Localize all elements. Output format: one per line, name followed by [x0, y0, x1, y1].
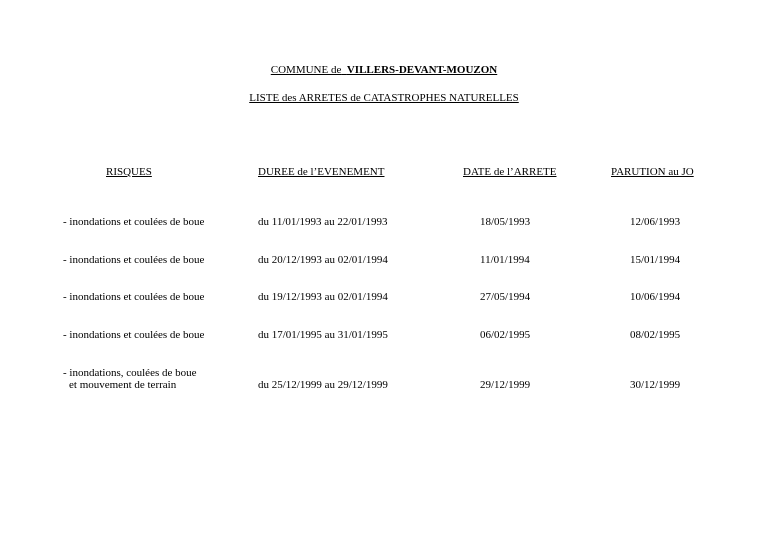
table-row-3-parution-jo: 10/06/1994: [630, 291, 681, 303]
table-row-1-duree: du 11/01/1993 au 22/01/1993: [258, 216, 388, 228]
column-header-risques: RISQUES: [106, 166, 152, 178]
commune-prefix: COMMUNE de: [270, 64, 342, 76]
table-row-2-risque: - inondations et coulées de boue: [63, 254, 205, 266]
table-row-5-parution-jo: 30/12/1999: [630, 379, 681, 391]
table-row-1-parution-jo: 12/06/1993: [630, 216, 681, 228]
table-row-5-duree: du 25/12/1999 au 29/12/1999: [258, 379, 388, 391]
table-row-2-date-arrete: 11/01/1994: [480, 254, 530, 266]
table-row-2-duree: du 20/12/1993 au 02/01/1994: [258, 254, 388, 266]
table-row-3-risque: - inondations et coulées de boue: [63, 291, 205, 303]
column-header-duree: DUREE de l’EVENEMENT: [258, 166, 385, 178]
table-row-5-date-arrete: 29/12/1999: [480, 379, 531, 391]
table-row-5-risque-line-2: et mouvement de terrain: [69, 379, 177, 391]
table-row-4-parution-jo: 08/02/1995: [630, 329, 681, 341]
table-row-4-risque: - inondations et coulées de boue: [63, 329, 205, 341]
table-row-1-date-arrete: 18/05/1993: [480, 216, 531, 228]
column-header-date-arrete: DATE de l’ARRETE: [463, 166, 557, 178]
page-subtitle: LISTE des ARRETES de CATASTROPHES NATURELLES: [249, 92, 519, 104]
page-title: [0, 64, 768, 76]
table-row-3-duree: du 19/12/1993 au 02/01/1994: [258, 291, 388, 303]
column-header-parution-jo: PARUTION au JO: [611, 166, 694, 178]
table-row-3-date-arrete: 27/05/1994: [480, 291, 531, 303]
table-row-2-parution-jo: 15/01/1994: [630, 254, 681, 266]
commune-name: VILLERS-DEVANT-MOUZON: [346, 64, 498, 76]
table-row-5-risque-line-1: - inondations, coulées de boue: [63, 367, 197, 379]
table-row-1-risque: - inondations et coulées de boue: [63, 216, 205, 228]
table-row-4-date-arrete: 06/02/1995: [480, 329, 531, 341]
table-row-4-duree: du 17/01/1995 au 31/01/1995: [258, 329, 388, 341]
